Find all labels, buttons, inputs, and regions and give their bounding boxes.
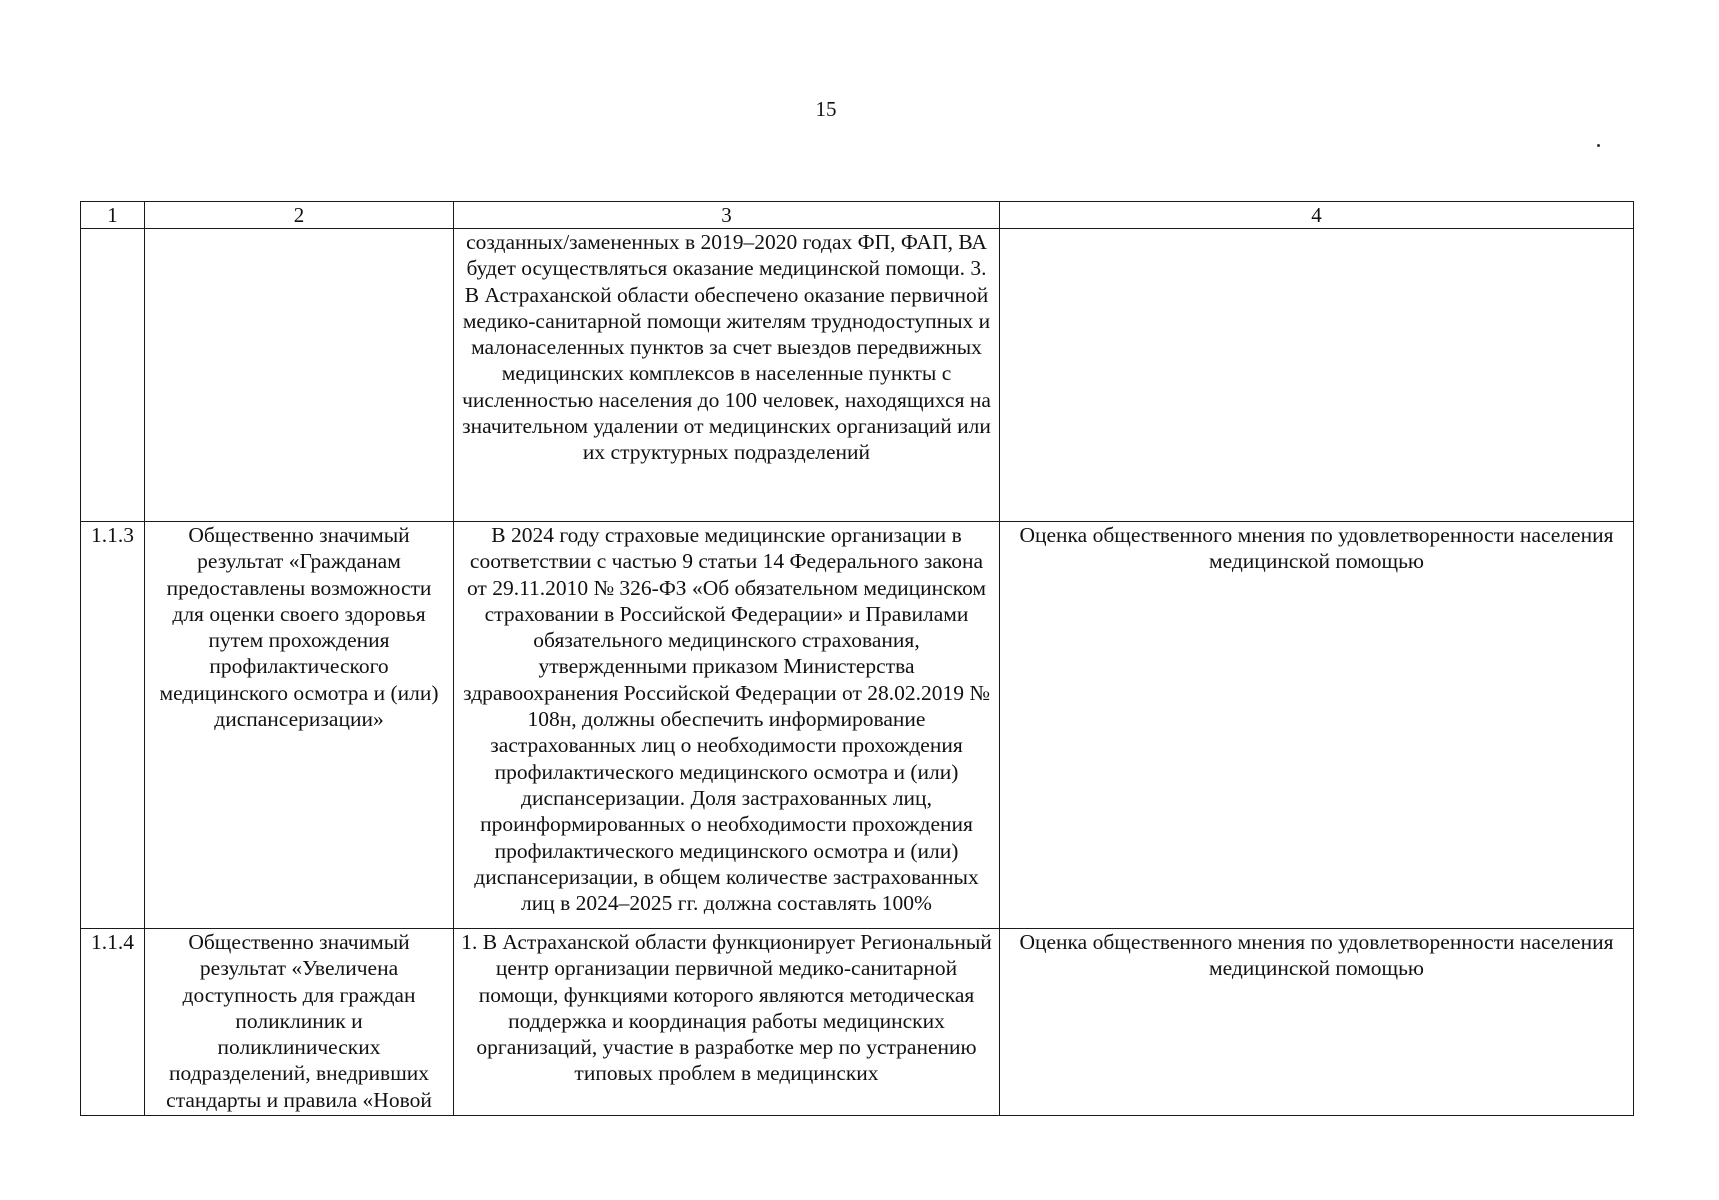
assessment-cell [1000, 929, 1634, 1116]
result-cell [145, 229, 454, 522]
column-header-1: 1 [81, 202, 145, 229]
table-row [81, 929, 1634, 1116]
results-table [80, 201, 1634, 1116]
result-cell [145, 929, 454, 1116]
result-text: Общественно значимый результат «Гражданам предоставлены возможности для оценки своего здоровья путем прохождения профилактического медицинского осмотра и (или) диспансеризации» [159, 523, 439, 732]
description-text: В 2024 году страховые медицинские организации в соответствии с частью 9 статьи 14 Федерального закона от 29.11.2010 № 326-ФЗ «Об обязательном медицинском страховании в Российской Федерации» и Правилами обязательного медицинского страхования, утвержденными приказом Министерства здравоохранения Российской Федерации от 28.02.2019 № 108н, должны обеспечить информирование застрахованных лиц о необходимости прохождения профилактического медицинского осмотра и (или) диспансеризации. Доля застрахованных лиц, проинформированных о необходимости прохождения профилактического медицинского осмотра и (или) диспансеризации, в общем количестве застрахованных лиц в 2024–2025 гг. должна составлять 100% [463, 523, 990, 916]
description-cell [454, 522, 1000, 929]
column-header-4: 4 [1000, 202, 1634, 229]
assessment-cell [1000, 522, 1634, 929]
page-number: 15 [815, 97, 837, 121]
description-cell [454, 229, 1000, 522]
column-header-3: 3 [454, 202, 1000, 229]
assessment-text: Оценка общественного мнения по удовлетворенности населения медицинской помощью [1019, 930, 1614, 981]
assessment-cell [1000, 229, 1634, 522]
description-text: созданных/замененных в 2019–2020 годах ФП, ФАП, ВА будет осуществляться оказание медицинской помощи. 3. В Астраханской области обеспечено оказание первичной медико-санитарной помощи жителям труднодоступных и малонаселенных пунктов за счет выездов передвижных медицинских комплексов в населенные пункты с численностью населения до 100 человек, находящихся на значительном удалении от медицинских организаций или их структурных подразделений [462, 230, 991, 465]
item-number-cell [81, 229, 145, 522]
assessment-text: Оценка общественного мнения по удовлетворенности населения медицинской помощью [1019, 523, 1614, 574]
description-cell [454, 929, 1000, 1116]
item-number-cell: 1.1.4 [81, 929, 145, 1116]
table-row [81, 229, 1634, 522]
table-row [81, 522, 1634, 929]
column-header-2: 2 [145, 202, 454, 229]
description-text: 1. В Астраханской области функционирует Региональный центр организации первичной медико-санитарной помощи, функциями которого являются методическая поддержка и координация работы медицинских организаций, участие в разработке мер по устранению типовых проблем в медицинских [461, 930, 992, 1086]
result-text: Общественно значимый результат «Увеличена доступность для граждан поликлиник и поликлинических подразделений, внедривших стандарты и правила «Новой [166, 930, 432, 1112]
item-number-cell: 1.1.3 [81, 522, 145, 929]
result-cell [145, 522, 454, 929]
table-header-row [81, 202, 1634, 229]
scan-speck [1597, 144, 1600, 147]
